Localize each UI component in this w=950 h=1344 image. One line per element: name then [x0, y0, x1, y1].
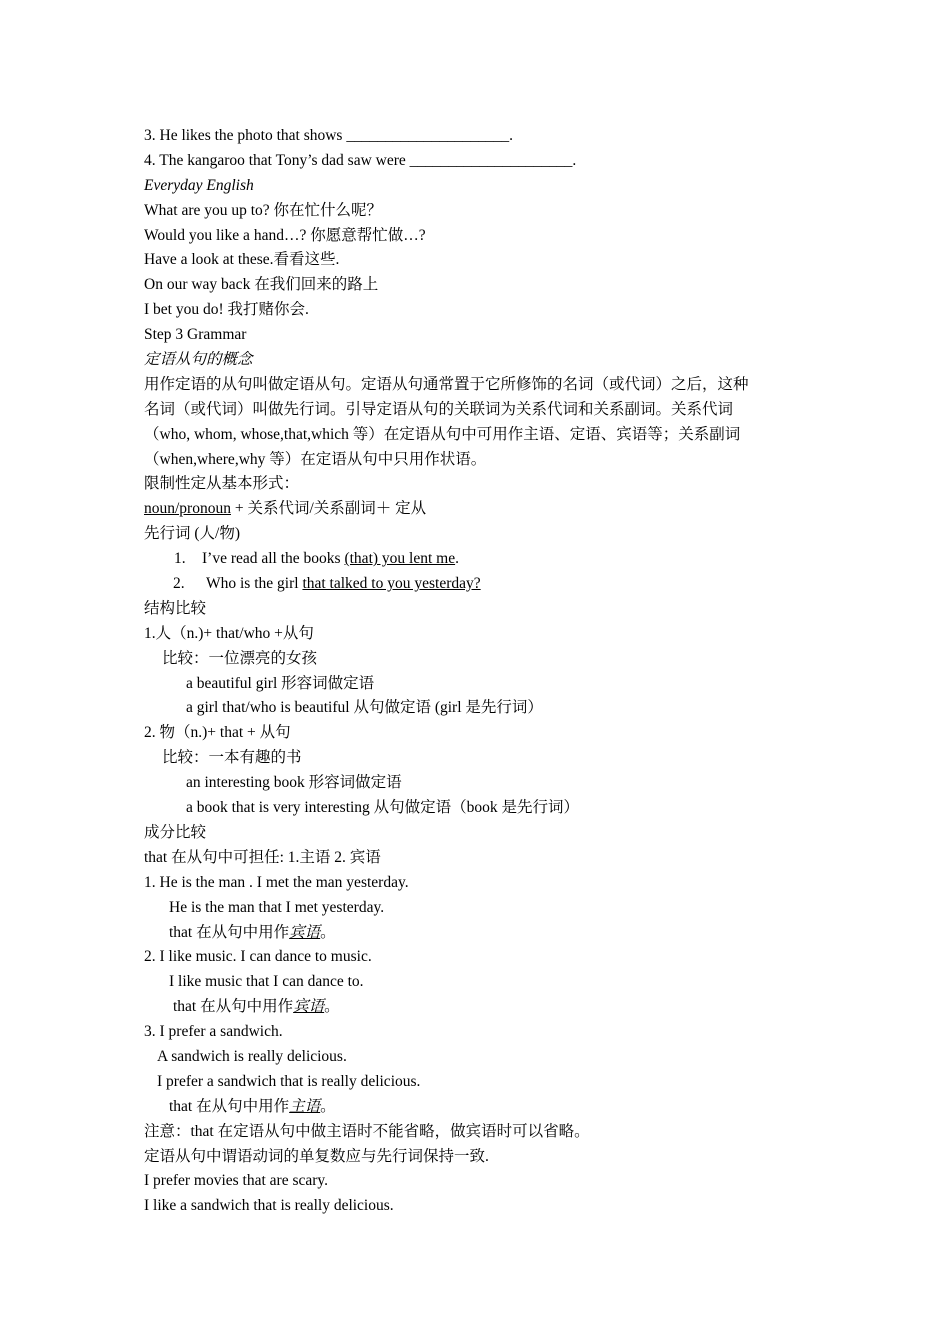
person-rule: 1.人（n.)+ that/who +从句: [144, 624, 314, 642]
example-text: I’ve read all the books: [202, 550, 345, 568]
role-term: 宾语: [293, 998, 325, 1016]
exercise-3: [144, 124, 824, 149]
thing-rule: 2. 物（n.)+ that + 从句: [144, 724, 291, 742]
role-text: that 在从句中用作: [169, 1097, 290, 1115]
exercise-text: 4. The kangaroo that Tony’s dad saw were: [144, 151, 410, 169]
person-clause-example: a girl that/who is beautiful 从句做定语 (girl 是先行词）: [186, 699, 543, 717]
thing-compare: 比较：一本有趣的书: [162, 749, 302, 767]
component-intro: that 在从句中可担任: 1.主语 2. 宾语: [144, 848, 381, 866]
everyday-english-heading: Everyday English: [144, 176, 254, 194]
formula-line: [144, 497, 824, 522]
step-title: Step 3 Grammar: [144, 326, 247, 344]
phrase-line: Have a look at these.看看这些.: [144, 251, 340, 269]
component-example-1-line1: 1. He is the man . I met the man yesterday.: [144, 873, 409, 891]
formula-rest: + 关系代词/关系副词＋ 定从: [230, 500, 427, 518]
exercise-4: [144, 149, 824, 174]
note-line: I like a sandwich that is really delicious.: [144, 1197, 394, 1215]
role-term: 宾语: [289, 923, 321, 941]
structure-heading: 结构比较: [144, 599, 207, 617]
example-end: .: [455, 550, 459, 568]
note-line: 定语从句中谓语动词的单复数应与先行词保持一致.: [144, 1147, 489, 1165]
answer-blank[interactable]: _____________________: [409, 151, 573, 169]
example-item-2: [144, 572, 824, 597]
phrase-line: What are you up to? 你在忙什么呢？: [144, 201, 383, 219]
example-clause: that talked to you yesterday?: [302, 575, 481, 593]
example-number: 2.: [173, 575, 185, 593]
component-example-3-role: [144, 1095, 824, 1120]
example-clause: (that) you lent me: [344, 550, 456, 568]
component-example-2-role: [144, 995, 824, 1020]
concept-paragraph-line: 用作定语的从句叫做定语从句。定语从句通常置于它所修饰的名词（或代词）之后，这种: [144, 375, 749, 393]
concept-paragraph-line: （when,where,why 等）在定语从句中只用作状语。: [144, 450, 487, 468]
answer-blank[interactable]: _____________________: [346, 127, 510, 144]
concept-paragraph-line: 名词（或代词）叫做先行词。引导定语从句的关联词为关系代词和关系副词。关系代词: [144, 400, 734, 418]
exercise-period: .: [572, 151, 577, 169]
component-example-3-line1: 3. I prefer a sandwich.: [144, 1023, 283, 1041]
role-term: 主语: [289, 1097, 321, 1115]
role-end: 。: [320, 923, 336, 941]
role-end: 。: [324, 998, 340, 1016]
formula-noun: noun/pronoun: [144, 500, 231, 518]
document-page: [144, 124, 824, 1219]
phrase-line: I bet you do! 我打赌你会.: [144, 301, 309, 319]
example-number: 1.: [174, 550, 186, 568]
component-example-2-line2: I like music that I can dance to.: [169, 973, 364, 991]
person-compare: 比较：一位漂亮的女孩: [162, 649, 318, 667]
basic-form-label: 限制性定从基本形式：: [144, 475, 300, 493]
component-example-2-line1: 2. I like music. I can dance to music.: [144, 948, 372, 966]
component-example-1-role: [144, 921, 824, 946]
example-item-1: [144, 547, 824, 572]
note-line: 注意：that 在定语从句中做主语时不能省略，做宾语时可以省略。: [144, 1122, 590, 1140]
component-example-3-line2: A sandwich is really delicious.: [157, 1047, 347, 1065]
phrase-line: Would you like a hand…? 你愿意帮忙做…?: [144, 226, 426, 244]
component-example-3-line3: I prefer a sandwich that is really delicious.: [157, 1072, 421, 1090]
role-text: that 在从句中用作: [173, 998, 294, 1016]
exercise-text: 3. He likes the photo that shows: [144, 127, 347, 144]
thing-adj-example: an interesting book 形容词做定语: [186, 774, 402, 792]
person-adj-example: a beautiful girl 形容词做定语: [186, 674, 375, 692]
concept-paragraph-line: （who, whom, whose,that,which 等）在定语从句中可用作主语、定语、宾语等；关系副词: [144, 425, 741, 443]
role-text: that 在从句中用作: [169, 923, 290, 941]
role-end: 。: [320, 1097, 336, 1115]
example-text: Who is the girl: [206, 575, 303, 593]
phrase-line: On our way back 在我们回来的路上: [144, 276, 379, 294]
component-example-1-line2: He is the man that I met yesterday.: [169, 898, 385, 916]
component-heading: 成分比较: [144, 823, 207, 841]
note-line: I prefer movies that are scary.: [144, 1172, 329, 1190]
thing-clause-example: a book that is very interesting 从句做定语（book 是先行词）: [186, 799, 580, 817]
exercise-period: .: [509, 127, 513, 144]
antecedent-label: 先行词 (人/物): [144, 525, 241, 543]
concept-heading: 定语从句的概念: [144, 351, 253, 369]
